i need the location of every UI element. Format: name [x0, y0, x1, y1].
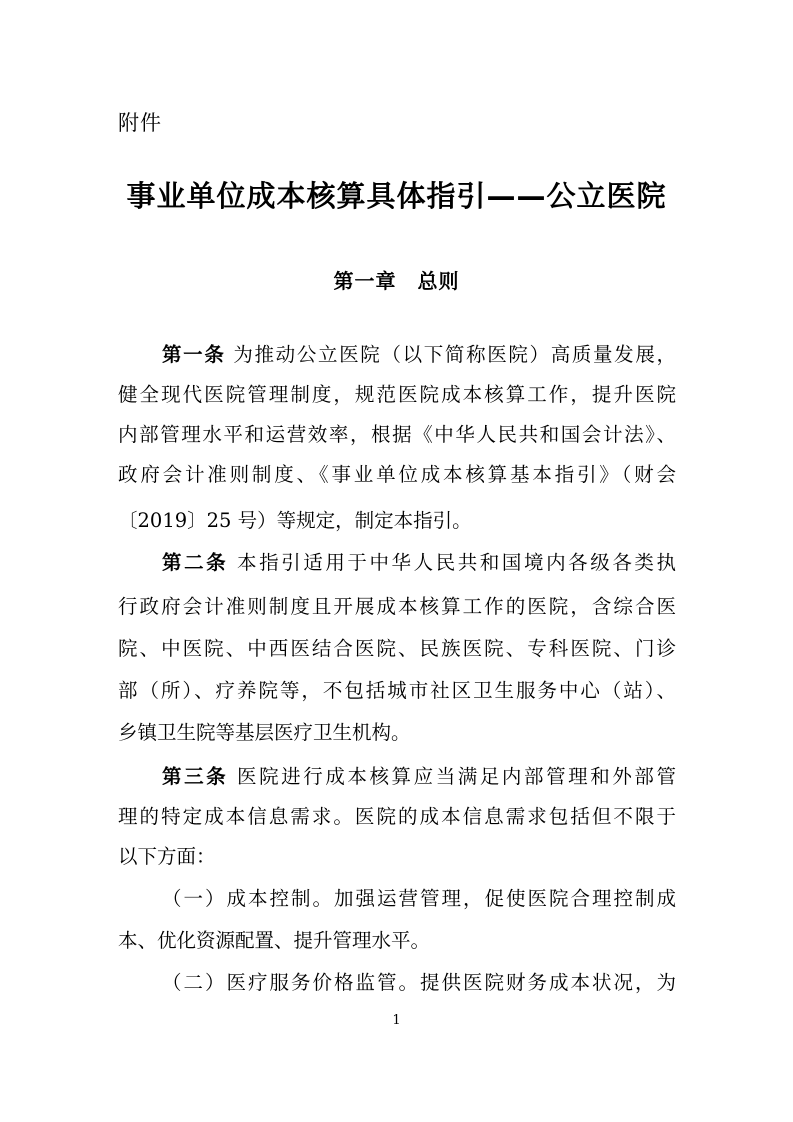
article-1-line-5: 〔2019〕25 号）等规定，制定本指引。 — [118, 509, 472, 532]
article-2-label: 第二条 — [162, 551, 229, 574]
article-2-line-2: 行政府会计准则制度且开展成本核算工作的医院，含综合医 — [118, 595, 676, 618]
page-number: 1 — [392, 1013, 401, 1028]
article-3-label: 第三条 — [162, 765, 229, 788]
item-1-line-1: （一）成本控制。加强运营管理，促使医院合理控制成 — [162, 887, 676, 910]
article-1-line-1 — [118, 340, 676, 370]
attachment-label: 附件 — [118, 111, 162, 135]
article-3-line-2: 理的特定成本信息需求。医院的成本信息需求包括但不限于 — [118, 805, 676, 828]
article-2-text: 本指引适用于中华人民共和国境内各级各类执 — [237, 551, 676, 574]
article-1-line-4: 政府会计准则制度、《事业单位成本核算基本指引》（财会 — [118, 463, 676, 486]
article-3-line-3: 以下方面： — [118, 845, 216, 868]
article-2-line-1 — [118, 548, 676, 578]
article-2-line-3: 院、中医院、中西医结合医院、民族医院、专科医院、门诊 — [118, 637, 676, 660]
article-2-line-4: 部（所）、疗养院等，不包括城市社区卫生服务中心（站）、 — [118, 679, 676, 702]
article-1-label: 第一条 — [162, 343, 226, 366]
article-1-line-2: 健全现代医院管理制度，规范医院成本核算工作，提升医院 — [118, 383, 676, 406]
document-title: 事业单位成本核算具体指引——公立医院 — [126, 179, 667, 213]
item-2-line-1: （二）医疗服务价格监管。提供医院财务成本状况，为 — [162, 971, 676, 994]
article-2-line-5: 乡镇卫生院等基层医疗卫生机构。 — [118, 721, 411, 744]
article-3-text: 医院进行成本核算应当满足内部管理和外部管 — [237, 765, 676, 788]
item-1-line-2: 本、优化资源配置、提升管理水平。 — [118, 929, 431, 952]
article-1-text: 为推动公立医院（以下简称医院）高质量发展， — [233, 343, 676, 366]
article-1-line-3: 内部管理水平和运营效率，根据《中华人民共和国会计法》、 — [118, 423, 676, 446]
chapter-heading: 第一章 总则 — [333, 269, 460, 293]
article-3-line-1 — [118, 762, 676, 792]
